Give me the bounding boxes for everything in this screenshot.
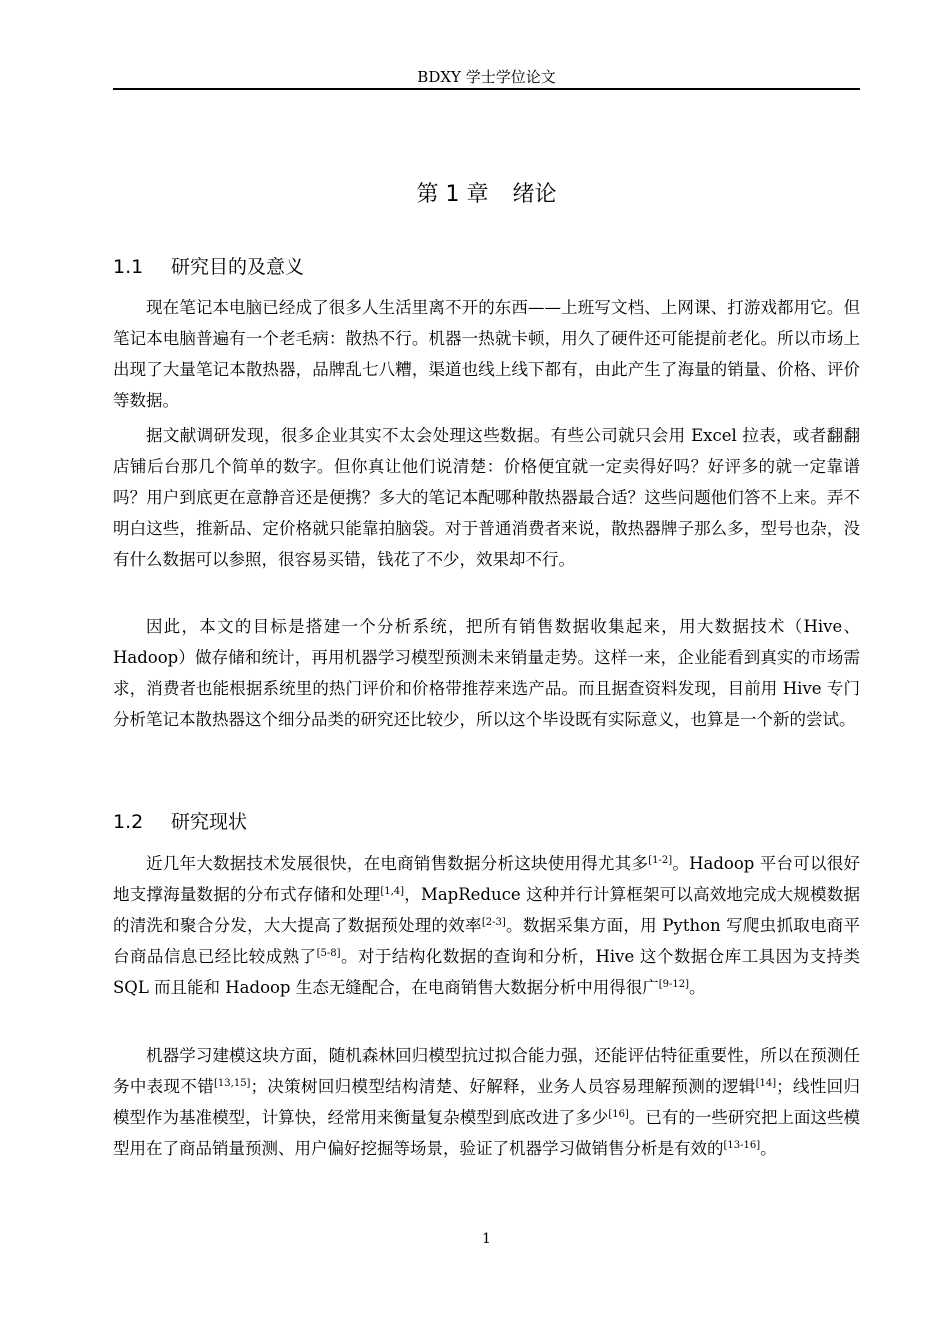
citation: [13-16] — [723, 1140, 761, 1151]
section-number: 1.2 — [113, 811, 144, 833]
section-name: 研究目的及意义 — [171, 256, 305, 278]
chapter-title — [113, 178, 860, 212]
paragraph: 因此，本文的目标是搭建一个分析系统，把所有销售数据收集起来，用大数据技术（Hive、Hadoop）做存储和统计，再用机器学习模型预测未来销量走势。这样一来，企业能看到真实的市场需求，消费者也能根据系统里的热门评价和价格带推荐来选产品。而且据查资料发现，目前用 Hive 专门分析笔记本散热器这个细分品类的研究还比较少，所以这个毕设既有实际意义，也算是一个新的尝试。 — [113, 617, 860, 729]
paragraph — [113, 848, 860, 1003]
paragraph — [113, 1040, 860, 1164]
paragraph-text: 。Hadoop 平台可以很好地支撑海量数据的分布式存储和处理 — [113, 854, 861, 904]
chapter-number: 第 1 章 — [416, 182, 489, 207]
citation: [1,4] — [380, 886, 405, 897]
paragraph-text: 。数据采集方面，用 Python 写爬虫抓取电商平台商品信息已经比较成熟了 — [113, 916, 860, 966]
section-number: 1.1 — [113, 256, 144, 278]
paragraph-text: 。 — [760, 1139, 777, 1158]
paragraph-text: 。对于结构化数据的查询和分析，Hive 这个数据仓库工具因为支持类 SQL 而且能和 Hadoop 生态无缝配合，在电商销售大数据分析中用得很广 — [113, 947, 861, 997]
section-title-1-2 — [113, 808, 860, 836]
page-number: 1 — [482, 1231, 491, 1247]
paragraph-text: ；决策树回归模型结构清楚、好解释，业务人员容易理解预测的逻辑 — [250, 1077, 756, 1096]
paragraph-text: 近几年大数据技术发展很快，在电商销售数据分析这块使用得尤其多 — [146, 854, 649, 873]
header-rule — [113, 88, 860, 90]
chapter-name: 绪论 — [512, 182, 557, 207]
paragraph-text: ，MapReduce 这种并行计算框架可以高效地完成大规模数据的清洗和聚合分发，大大提高了数据预处理的效率 — [113, 885, 861, 935]
paragraph-text: 机器学习建模这块方面，随机森林回归模型抗过拟合能力强，还能评估特征重要性，所以在预测任务中表现不错 — [113, 1046, 860, 1096]
paragraph-text: ；线性回归模型作为基准模型，计算快，经常用来衡量复杂模型到底改进了多少 — [113, 1077, 861, 1127]
paragraph-text: 。 — [689, 978, 706, 997]
paragraph: 现在笔记本电脑已经成了很多人生活里离不开的东西——上班写文档、上网课、打游戏都用它。但笔记本电脑普遍有一个老毛病：散热不行。机器一热就卡顿，用久了硬件还可能提前老化。所以市场上出现了大量笔记本散热器，品牌乱七八糟，渠道也线上线下都有，由此产生了海量的销量、价格、评价等数据。 — [113, 298, 860, 410]
page-header: BDXY 学士学位论文 — [417, 68, 556, 86]
citation: [16] — [608, 1109, 629, 1120]
paragraph: 据文献调研发现，很多企业其实不太会处理这些数据。有些公司就只会用 Excel 拉表，或者翻翻店铺后台那几个简单的数字。但你真让他们说清楚：价格便宜就一定卖得好吗？好评多的就一定靠谱吗？用户到底更在意静音还是便携？多大的笔记本配哪种散热器最合适？这些问题他们答不上来。弄不明白这些，推新品、定价格就只能靠拍脑袋。对于普通消费者来说，散热器牌子那么多，型号也杂，没有什么数据可以参照，很容易买错，钱花了不少，效果却不行。 — [113, 426, 860, 569]
paragraph-text: 。已有的一些研究把上面这些模型用在了商品销量预测、用户偏好挖掘等场景，验证了机器学习做销售分析是有效的 — [113, 1108, 861, 1158]
section-name: 研究现状 — [171, 811, 248, 833]
citation: [1-2] — [648, 855, 673, 866]
citation: [13,15] — [214, 1078, 251, 1089]
citation: [9-12] — [658, 979, 690, 990]
section-title-1-1 — [113, 253, 860, 281]
citation: [5-8] — [316, 948, 341, 959]
citation: [2-3] — [481, 917, 506, 928]
citation: [14] — [755, 1078, 777, 1089]
